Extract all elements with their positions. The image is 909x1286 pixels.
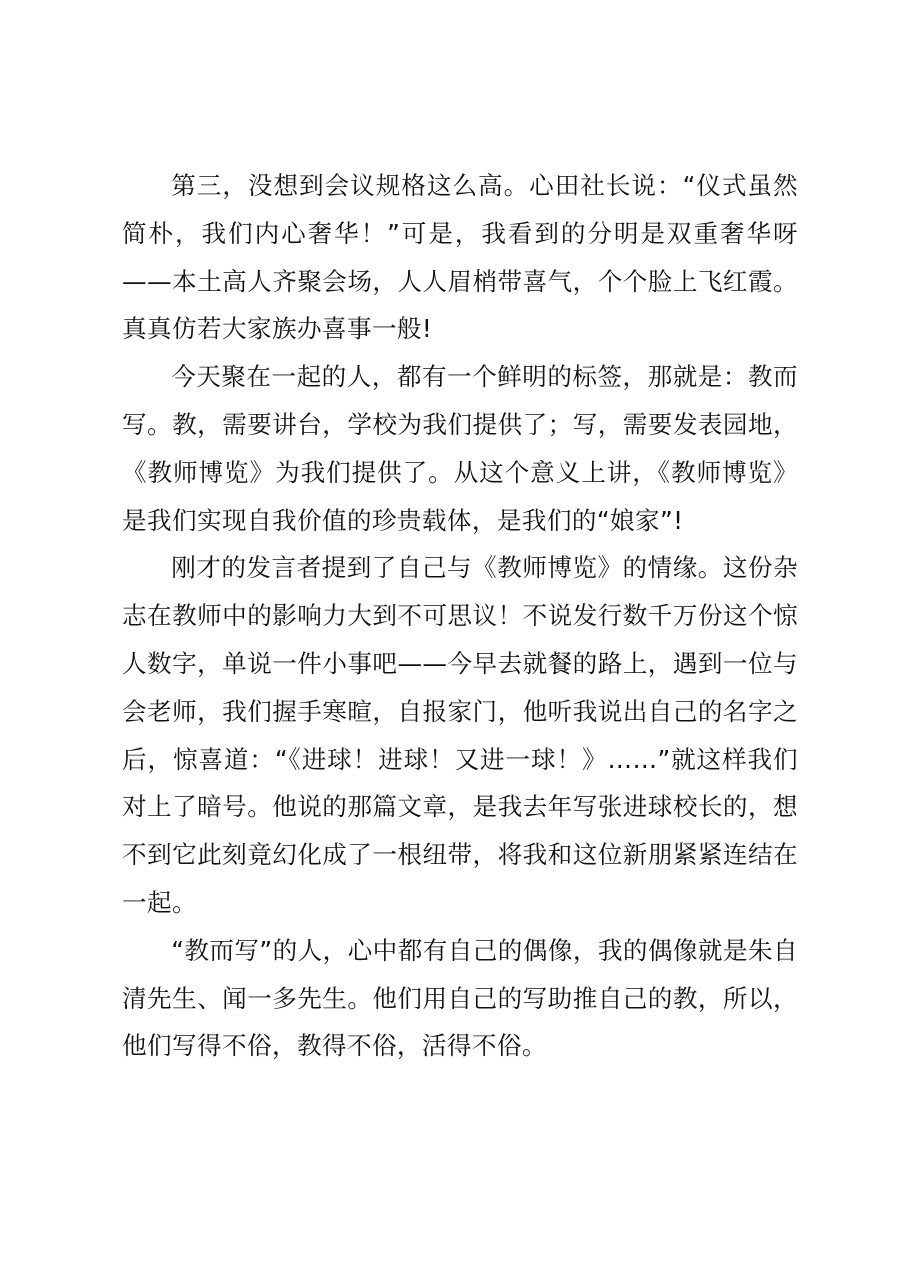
paragraph-4: “教而写”的人，心中都有自己的偶像，我的偶像就是朱自清先生、闻一多先生。他们用自己的写助推自己的教，所以，他们写得不俗，教得不俗，活得不俗。 <box>122 935 798 1061</box>
paragraph-1: 第三，没想到会议规格这么高。心田社长说：“仪式虽然简朴，我们内心奢华！”可是，我看到的分明是双重奢华呀——本土高人齐聚会场，人人眉梢带喜气，个个脸上飞红霞。真真仿若大家族办喜事一般! <box>122 171 798 344</box>
document-body <box>122 162 798 1070</box>
paragraph-2: 今天聚在一起的人，都有一个鲜明的标签，那就是：教而写。教，需要讲台，学校为我们提供了；写，需要发表园地，《教师博览》为我们提供了。从这个意义上讲，《教师博览》是我们实现自我价值的珍贵载体，是我们的“娘家”! <box>122 362 798 535</box>
paragraph-3: 刚才的发言者提到了自己与《教师博览》的情缘。这份杂志在教师中的影响力大到不可思议！不说发行数千万份这个惊人数字，单说一件小事吧——今早去就餐的路上，遇到一位与会老师，我们握手寒暄，自报家门，他听我说出自己的名字之后，惊喜道：“《进球！进球！又进一球！》……”就这样我们对上了暗号。他说的那篇文章，是我去年写张进球校长的，想不到它此刻竟幻化成了一根纽带，将我和这位新朋紧紧连结在一起。 <box>122 553 798 917</box>
